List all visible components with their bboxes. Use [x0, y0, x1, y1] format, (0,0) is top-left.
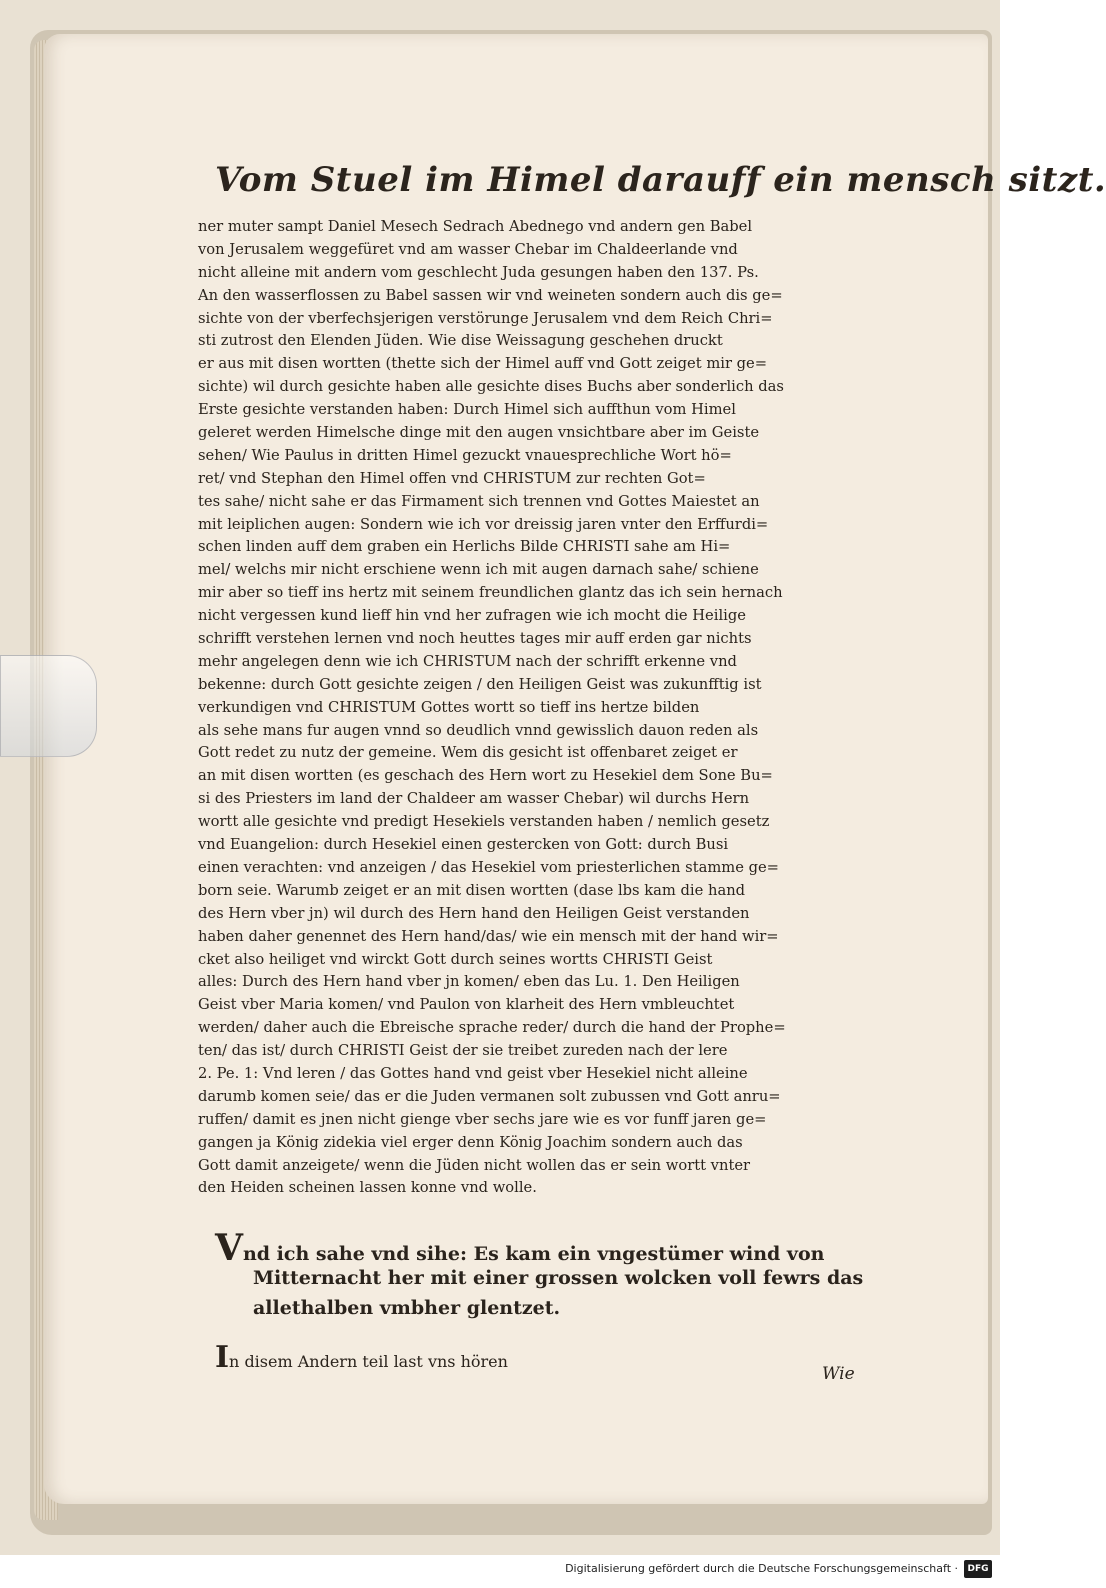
text-line: Gott damit anzeigete/ wenn die Jüden nicht wollen das er sein wortt vnter [198, 1156, 751, 1174]
text-line: werden/ daher auch die Ebreische sprache reder/ durch die hand der Prophe= [198, 1019, 786, 1037]
text-line: schrifft verstehen lernen vnd noch heuttes tages mir auff erden gar nichts [198, 630, 752, 648]
text-line: gangen ja König zidekia viel erger denn König Joachim sondern auch das [198, 1133, 743, 1151]
body-text [198, 216, 870, 1200]
text-line: sichte von der vberfechsjerigen verstörunge Jerusalem vnd dem Reich Chri= [198, 309, 773, 327]
text-line: Gott redet zu nutz der gemeine. Wem dis gesicht ist offenbaret zeiget er [198, 744, 738, 762]
section-initial: I [215, 1340, 230, 1375]
text-line: darumb komen seie/ das er die Juden vermanen solt zubussen vnd Gott anru= [198, 1087, 781, 1105]
text-line: alles: Durch des Hern hand vber jn komen/ eben das Lu. 1. Den Heiligen [198, 973, 740, 991]
text-line: geleret werden Himelsche dinge mit den augen vnsichtbare aber im Geiste [198, 424, 760, 442]
text-line: als sehe mans fur augen vnnd so deudlich vnnd gewisslich dauon reden als [198, 721, 759, 739]
footer-credit: Digitalisierung gefördert durch die Deutsche Forschungsgemeinschaft · [565, 1562, 958, 1575]
text-line: born seie. Warumb zeiget er an mit disen wortten (dase lbs kam die hand [198, 881, 746, 899]
verse-line [215, 1227, 875, 1269]
footer [0, 1555, 1000, 1588]
text-line: An den wasserflossen zu Babel sassen wir vnd weineten sondern auch dis ge= [198, 286, 783, 304]
page-clip [0, 655, 97, 757]
text-line: mehr angelegen denn wie ich CHRISTUM nach der schrifft erkenne vnd [198, 652, 737, 670]
text-line: mel/ welchs mir nicht erschiene wenn ich mit augen darnach sahe/ schiene [198, 561, 759, 579]
text-line: ner muter sampt Daniel Mesech Sedrach Abednego vnd andern gen Babel [198, 218, 753, 235]
text-line: bekenne: durch Gott gesichte zeigen / den Heiligen Geist was zukunfftig ist [198, 675, 762, 693]
text-line: er aus mit disen wortten (thette sich der Himel auff vnd Gott zeiget mir ge= [198, 355, 768, 373]
text-line: nicht alleine mit andern vom geschlecht Juda gesungen haben den 137. Ps. [198, 263, 759, 281]
text-line: einen verachten: vnd anzeigen / das Hesekiel vom priesterlichen stamme ge= [198, 858, 779, 876]
verse-line: allethalben vmbher glentzet. [253, 1297, 561, 1319]
text-line: sehen/ Wie Paulus in dritten Himel gezuckt vnauesprechliche Wort hö= [198, 446, 732, 464]
text-line: sichte) wil durch gesichte haben alle gesichte dises Buchs aber sonderlich das [198, 378, 784, 396]
text-line: 2. Pe. 1: Vnd leren / das Gottes hand vnd geist vber Hesekiel nicht alleine [198, 1064, 748, 1082]
text-line: mit leiplichen augen: Sondern wie ich vor dreissig jaren vnter den Erffurdi= [198, 515, 769, 533]
text-line: wortt alle gesichte vnd predigt Hesekiels verstanden haben / nemlich gesetz [198, 813, 770, 831]
text-line: schen linden auff dem graben ein Herlichs Bilde CHRISTI sahe am Hi= [198, 538, 731, 556]
catchword: Wie [822, 1364, 855, 1384]
text-line: den Heiden scheinen lassen konne vnd wolle. [198, 1179, 537, 1197]
dfg-logo: DFG [964, 1560, 992, 1578]
section-text: n disem Andern teil last vns hören [229, 1352, 508, 1371]
page-title: Vom Stuel im Himel darauff ein mensch sitzt. [215, 160, 1106, 200]
text-line: an mit disen wortten (es geschach des Hern wort zu Hesekiel dem Sone Bu= [198, 767, 773, 785]
text-line: des Hern vber jn) wil durch des Hern hand den Heiligen Geist verstanden [198, 904, 750, 922]
verse-line: Mitternacht her mit einer grossen wolcken voll fewrs das [253, 1267, 864, 1289]
text-line: sti zutrost den Elenden Jüden. Wie dise Weissagung geschehen druckt [198, 332, 723, 350]
section-heading [215, 1340, 715, 1375]
text-line: vnd Euangelion: durch Hesekiel einen gestercken von Gott: durch Busi [198, 836, 729, 854]
verse-block [215, 1227, 875, 1323]
text-line: von Jerusalem weggefüret vnd am wasser Chebar im Chaldeerlande vnd [198, 240, 738, 258]
text-line: ret/ vnd Stephan den Himel offen vnd CHRISTUM zur rechten Got= [198, 469, 706, 487]
text-line: verkundigen vnd CHRISTUM Gottes wortt so tieff ins hertze bilden [198, 698, 700, 716]
text-line: si des Priesters im land der Chaldeer am wasser Chebar) wil durchs Hern [198, 790, 750, 808]
text-line: Geist vber Maria komen/ vnd Paulon von klarheit des Hern vmbleuchtet [198, 996, 735, 1014]
verse-initial: V [215, 1227, 243, 1269]
text-line: cket also heiliget vnd wirckt Gott durch seines wortts CHRISTI Geist [198, 950, 713, 968]
text-line: tes sahe/ nicht sahe er das Firmament sich trennen vnd Gottes Maiestet an [198, 492, 760, 510]
verse-text: nd ich sahe vnd sihe: Es kam ein vngestümer wind von [242, 1243, 825, 1265]
text-line: Erste gesichte verstanden haben: Durch Himel sich auffthun vom Himel [198, 401, 736, 419]
text-line: haben daher genennet des Hern hand/das/ wie ein mensch mit der hand wir= [198, 927, 779, 945]
text-line: nicht vergessen kund lieff hin vnd her zufragen wie ich mocht die Heilige [198, 607, 746, 625]
text-line: ten/ das ist/ durch CHRISTI Geist der sie treibet zureden nach der lere [198, 1042, 728, 1060]
text-line: ruffen/ damit es jnen nicht gienge vber sechs jare wie es vor funff jaren ge= [198, 1110, 767, 1128]
text-line: mir aber so tieff ins hertz mit seinem freundlichen glantz das ich sein hernach [198, 584, 783, 602]
